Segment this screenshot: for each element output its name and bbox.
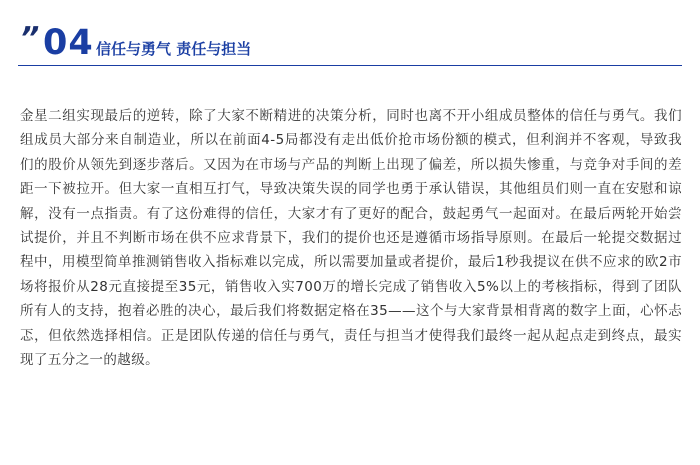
body-paragraph: 金星二组实现最后的逆转，除了大家不断精进的决策分析，同时也离不开小组成员整体的信任与勇气。我们组成员大部分来自制造业，所以在前面4-5局都没有走出低价抢市场份额的模式，但利润并不客观，导致我们的股价从领先到逐步落后。又因为在市场与产品的判断上出现了偏差，所以损失惨重，与竞争对手间的差距一下被拉开。但大家一直相互打气，导致决策失误的同学也勇于承认错误，其他组员们则一直在安慰和谅解，没有一点指责。有了这份难得的信任，大家才有了更好的配合，鼓起勇气一起面对。在最后两轮开始尝试提价，并且不判断市场在供不应求背景下，我们的提价也还是遵循市场指导原则。在最后一轮提交数据过程中，用模型简单推测销售收入指标难以完成，所以需要加量或者提价，最后1秒我提议在供不应求的欧2市场将报价从28元直接提至35元，销售收入实700万的增长完成了销售收入5%以上的考核指标，得到了团队所有人的支持，抱着必胜的决心，最后我们将数据定格在35——这个与大家背景相背离的数字上面，心怀忐忑，但依然选择相信。正是团队传递的信任与勇气，责任与担当才使得我们最终一起从起点走到终点，最实现了五分之一的越级。 xyxy=(20,108,682,369)
section-number: 04 xyxy=(43,23,94,63)
section-header xyxy=(18,22,682,72)
section-title: 信任与勇气 责任与担当 xyxy=(96,40,252,58)
quote-mark-icon: ” xyxy=(20,21,37,56)
header-divider xyxy=(18,65,682,66)
